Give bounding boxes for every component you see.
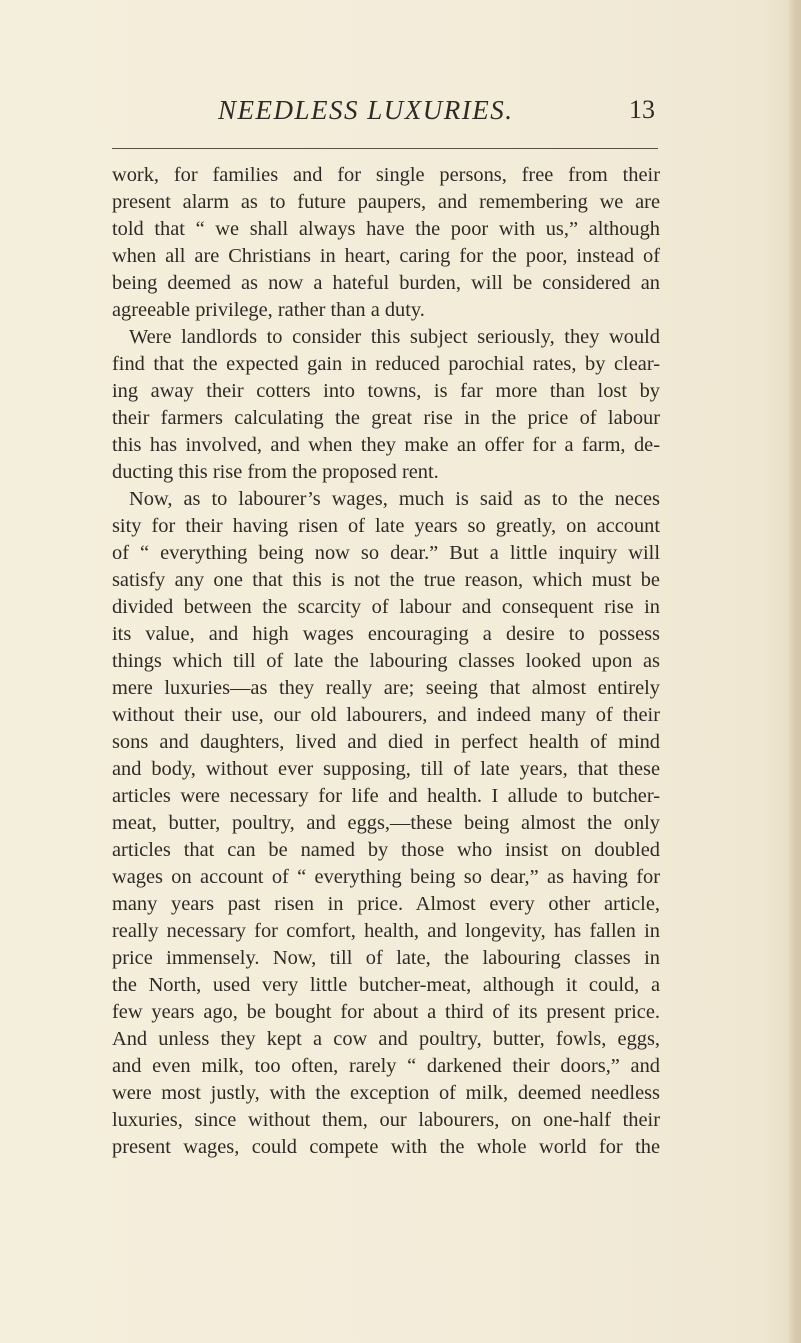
text-line: its value, and high wages encouraging a desire to possess bbox=[112, 623, 660, 645]
text-line: price immensely. Now, till of late, the labouring classes in bbox=[112, 947, 660, 969]
text-line: work, for families and for single persons, free from their bbox=[112, 164, 660, 186]
text-line: articles were necessary for life and health. I allude to butcher- bbox=[112, 785, 660, 807]
text-line: wages on account of “ everything being so dear,” as having for bbox=[112, 866, 660, 888]
text-line: present wages, could compete with the whole world for the bbox=[112, 1136, 660, 1158]
text-line: really necessary for comfort, health, and longevity, has fallen in bbox=[112, 920, 660, 942]
text-line: And unless they kept a cow and poultry, butter, fowls, eggs, bbox=[112, 1028, 660, 1050]
text-line: agreeable privilege, rather than a duty. bbox=[112, 299, 425, 321]
text-line: sons and daughters, lived and died in perfect health of mind bbox=[112, 731, 660, 753]
page-edge-shadow bbox=[787, 0, 801, 1343]
text-line: sity for their having risen of late years so greatly, on account bbox=[112, 515, 660, 537]
text-line: meat, butter, poultry, and eggs,—these being almost the only bbox=[112, 812, 660, 834]
text-line: satisfy any one that this is not the true reason, which must be bbox=[112, 569, 660, 591]
text-line: ing away their cotters into towns, is far more than lost by bbox=[112, 380, 660, 402]
text-line: were most justly, with the exception of milk, deemed needless bbox=[112, 1082, 660, 1104]
text-line: and body, without ever supposing, till of late years, that these bbox=[112, 758, 660, 780]
text-line: many years past risen in price. Almost every other article, bbox=[112, 893, 660, 915]
header-rule bbox=[112, 148, 658, 149]
running-title: NEEDLESS LUXURIES. bbox=[218, 95, 514, 125]
text-line: told that “ we shall always have the poor with us,” although bbox=[112, 218, 660, 240]
text-line: being deemed as now a hateful burden, will be considered an bbox=[112, 272, 660, 294]
text-line: Now, as to labourer’s wages, much is said as to the neces bbox=[129, 488, 660, 510]
text-line: this has involved, and when they make an offer for a farm, de- bbox=[112, 434, 660, 456]
text-line: luxuries, since without them, our labourers, on one-half their bbox=[112, 1109, 660, 1131]
text-line: when all are Christians in heart, caring for the poor, instead of bbox=[112, 245, 660, 267]
text-line: find that the expected gain in reduced parochial rates, by clear- bbox=[112, 353, 660, 375]
text-line: the North, used very little butcher-meat, although it could, a bbox=[112, 974, 660, 996]
text-line: ducting this rise from the proposed rent. bbox=[112, 461, 439, 483]
running-head bbox=[218, 95, 655, 135]
page-number: 13 bbox=[629, 95, 655, 124]
text-line: mere luxuries—as they really are; seeing that almost entirely bbox=[112, 677, 660, 699]
text-line: Were landlords to consider this subject seriously, they would bbox=[129, 326, 660, 348]
text-line: things which till of late the labouring classes looked upon as bbox=[112, 650, 660, 672]
text-line: without their use, our old labourers, and indeed many of their bbox=[112, 704, 660, 726]
body-text bbox=[112, 162, 660, 1161]
text-line: present alarm as to future paupers, and remembering we are bbox=[112, 191, 660, 213]
text-line: divided between the scarcity of labour and consequent rise in bbox=[112, 596, 660, 618]
text-line: their farmers calculating the great rise in the price of labour bbox=[112, 407, 660, 429]
text-line: few years ago, be bought for about a third of its present price. bbox=[112, 1001, 660, 1023]
text-line: of “ everything being now so dear.” But a little inquiry will bbox=[112, 542, 660, 564]
text-line: articles that can be named by those who insist on doubled bbox=[112, 839, 660, 861]
text-line: and even milk, too often, rarely “ darkened their doors,” and bbox=[112, 1055, 660, 1077]
